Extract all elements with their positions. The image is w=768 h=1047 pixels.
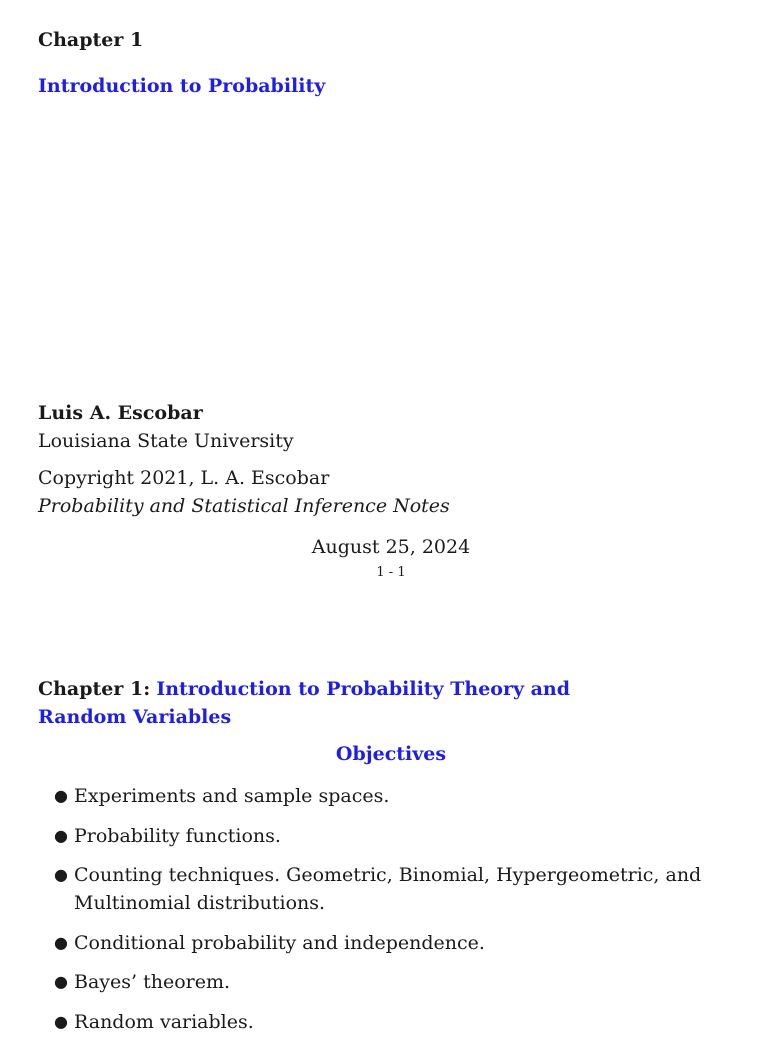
list-item [38,968,718,996]
section-heading [38,675,618,731]
list-item-text: Experiments and sample spaces. [74,785,390,807]
bullet-icon: ● [54,1011,68,1031]
bullet-icon: ● [54,932,68,952]
bullet-icon: ● [54,825,68,845]
chapter-title: Introduction to Probability [38,75,326,97]
objectives-heading: Objectives [335,743,447,765]
list-item-text: Bayes’ theorem. [74,971,231,993]
list-item [38,861,718,917]
author-affiliation: Louisiana State University [38,430,294,452]
bullet-icon: ● [54,972,68,991]
list-item [38,929,718,957]
list-item [38,782,718,810]
list-item-text: Counting techniques. Geometric, Binomial, Hypergeometric, and Multinomial distributions. [74,864,702,914]
list-item-text: Conditional probability and independence. [74,931,485,954]
objectives-list [38,782,718,1047]
bullet-icon: ● [54,865,68,884]
section-chapter-prefix: Chapter 1: [38,678,151,700]
list-item [38,822,718,850]
notes-title: Probability and Statistical Inference Notes [38,495,450,517]
author-name: Luis A. Escobar [38,402,203,424]
list-item-text: Probability functions. [74,824,281,847]
page-number: 1 - 1 [376,565,406,580]
list-item [38,1008,718,1036]
slide-date: August 25, 2024 [311,536,471,558]
list-item-text: Random variables. [74,1010,254,1033]
copyright-notice: Copyright 2021, L. A. Escobar [38,467,330,489]
bullet-icon: ● [54,786,68,805]
chapter-label: Chapter 1 [38,29,144,51]
section-chapter-title: Introduction to Probability Theory and Random Variables [38,678,571,728]
